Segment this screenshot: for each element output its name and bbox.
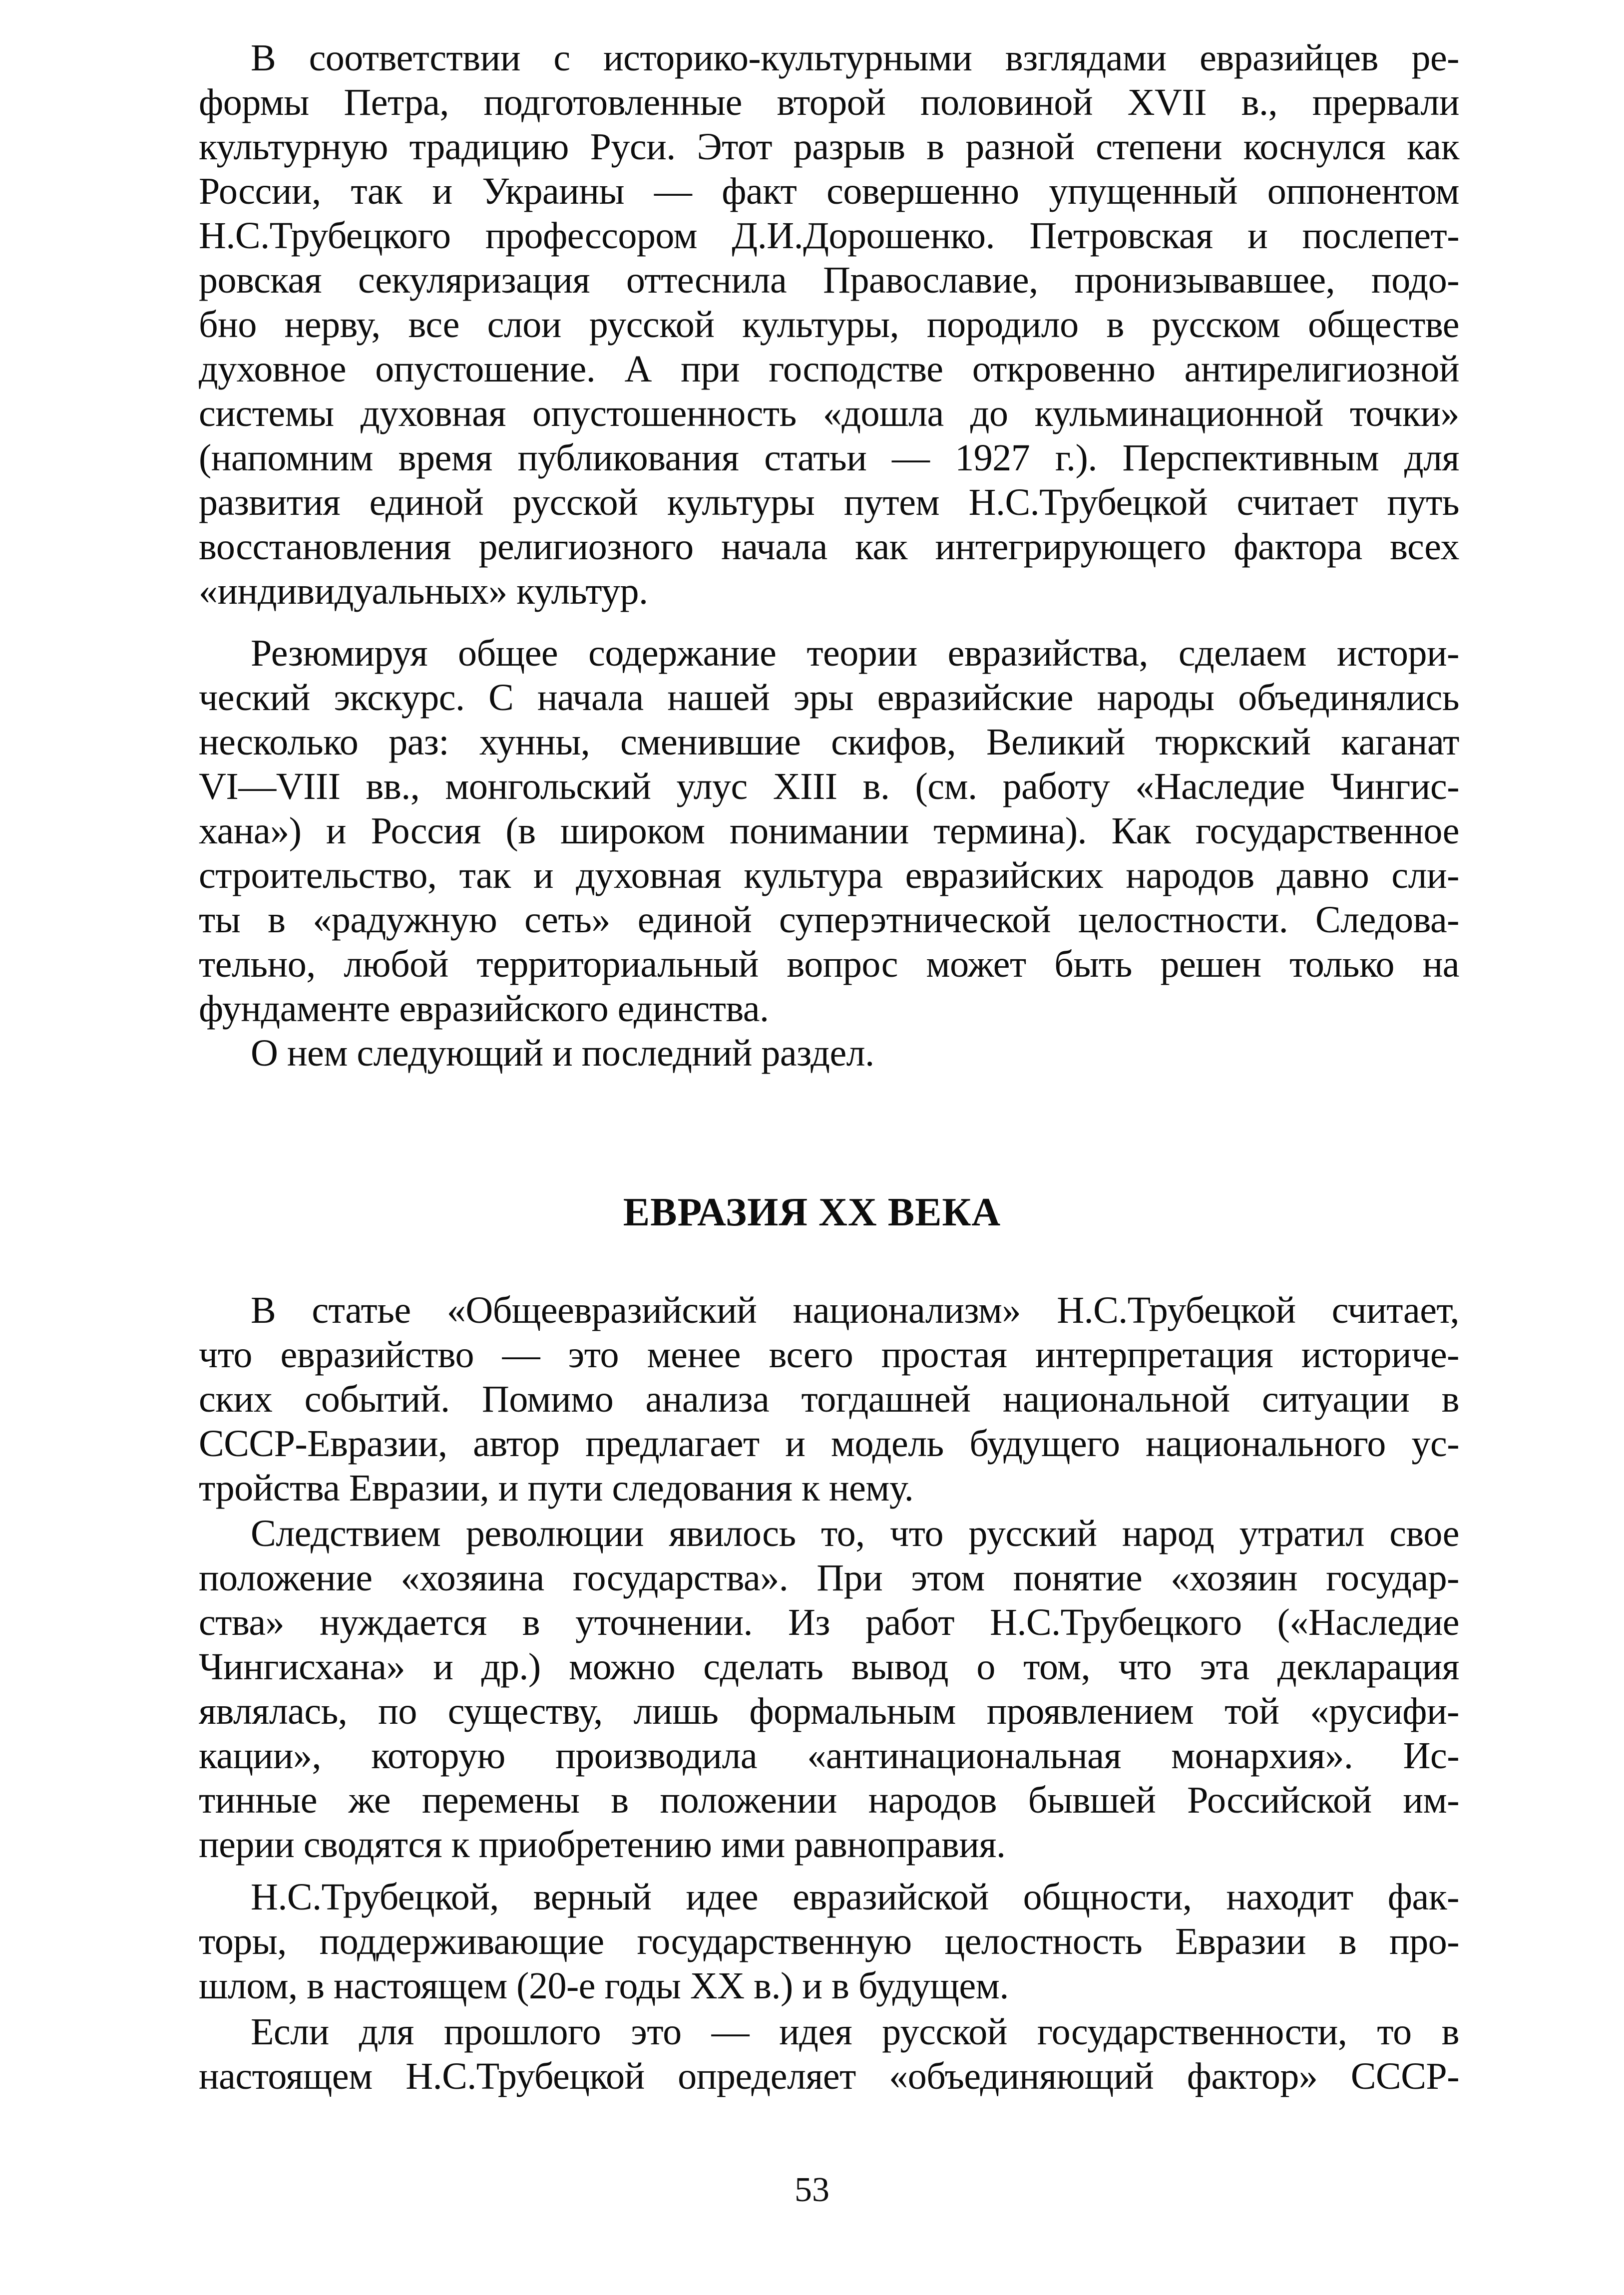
text-line: развития единой русской культуры путем Н.С.Трубецкой считает путь <box>199 481 1459 523</box>
text-line: формы Петра, подготовленные второй половиной XVII в., прервали <box>199 81 1459 123</box>
text-line: положение «хозяина государства». При этом понятие «хозяин государ- <box>199 1557 1459 1599</box>
text-line: России, так и Украины — факт совершенно упущенный оппонентом <box>199 170 1459 212</box>
text-line: СССР-Евразии, автор предлагает и модель будущего национального ус- <box>199 1423 1459 1465</box>
text-line: ровская секуляризация оттеснила Православие, пронизывавшее, подо- <box>199 259 1459 301</box>
text-line: «индивидуальных» культур. <box>199 570 648 612</box>
paragraph-common-eurasian-nationalism <box>199 1288 1459 1511</box>
text-line: духовное опустошение. А при господстве откровенно антирелигиозной <box>199 348 1459 390</box>
text-line: тинные же перемены в положении народов бывшей Российской им- <box>199 1779 1459 1821</box>
text-line: хана») и Россия (в широком понимании термина). Как государственное <box>199 810 1459 852</box>
text-line: торы, поддерживающие государственную целостность Евразии в про- <box>199 1920 1459 1962</box>
text-line: культурную традицию Руси. Этот разрыв в разной степени коснулся как <box>199 126 1459 168</box>
text-line: ских событий. Помимо анализа тогдашней национальной ситуации в <box>199 1378 1459 1420</box>
text-line: Если для прошлого это — идея русской государственности, то в <box>251 2011 1459 2053</box>
text-line: ческий экскурс. С начала нашей эры евразийские народы объединялись <box>199 677 1459 719</box>
text-line: Чингисхана» и др.) можно сделать вывод о том, что эта декларация <box>199 1646 1459 1688</box>
text-line: восстановления религиозного начала как интегрирующего фактора всех <box>199 526 1459 568</box>
text-line: являлась, по существу, лишь формальным проявлением той «русифи- <box>199 1690 1459 1732</box>
text-line: ты в «радужную сеть» единой суперэтнической целостности. Следова- <box>199 899 1459 941</box>
paragraph-integrity-factors <box>199 1875 1459 2008</box>
text-line: тройства Евразии, и пути следования к нему. <box>199 1467 914 1509</box>
text-line: кации», которую производила «антинациональная монархия». Ис- <box>199 1735 1459 1777</box>
text-line: несколько раз: хунны, сменившие скифов, Великий тюркский каганат <box>199 721 1459 763</box>
paragraph-eurasianist-views <box>199 36 1459 614</box>
text-line: Н.С.Трубецкого профессором Д.И.Дорошенко. Петровская и послепет- <box>199 215 1459 257</box>
text-line: перии сводятся к приобретению ими равноправия. <box>199 1824 1006 1866</box>
text-line: бно нерву, все слои русской культуры, породило в русском обществе <box>199 304 1459 346</box>
text-line: тельно, любой территориальный вопрос может быть решен только на <box>199 943 1459 985</box>
text-line: строительство, так и духовная культура евразийских народов давно сли- <box>199 854 1459 896</box>
page-number: 53 <box>795 2171 829 2209</box>
section-heading: ЕВРАЗИЯ XX ВЕКА <box>623 1190 1001 1234</box>
paragraph-consequences-of-revolution <box>199 1512 1459 1867</box>
text-line: В соответствии с историко-культурными взглядами евразийцев ре- <box>251 37 1459 79</box>
text-line: В статье «Общеевразийский национализм» Н.С.Трубецкой считает, <box>251 1289 1459 1331</box>
text-line: Следствием революции явилось то, что русский народ утратил свое <box>251 1513 1459 1554</box>
text-line: О нем следующий и последний раздел. <box>251 1032 874 1074</box>
paragraph-historical-excursus <box>199 631 1459 1076</box>
text-line: Резюмируя общее содержание теории евразийства, сделаем истори- <box>251 632 1459 674</box>
text-line: что евразийство — это менее всего простая интерпретация историче- <box>199 1334 1459 1376</box>
text-line: шлом, в настоящем (20-е годы XX в.) и в будущем. <box>199 1965 1009 2007</box>
text-line: ства» нуждается в уточнении. Из работ Н.С.Трубецкого («Наследие <box>199 1601 1459 1643</box>
text-line: фундаменте евразийского единства. <box>199 988 769 1030</box>
text-line: системы духовная опустошенность «дошла до кульминационной точки» <box>199 392 1459 434</box>
text-line: (напомним время публикования статьи — 1927 г.). Перспективным для <box>199 437 1459 479</box>
text-line: настоящем Н.С.Трубецкой определяет «объединяющий фактор» СССР- <box>199 2055 1459 2097</box>
text-line: VI—VIII вв., монгольский улус XIII в. (см. работу «Наследие Чингис- <box>199 765 1459 807</box>
paragraph-unifying-factor <box>199 2010 1459 2099</box>
text-line: Н.С.Трубецкой, верный идее евразийской общности, находит фак- <box>251 1876 1459 1918</box>
